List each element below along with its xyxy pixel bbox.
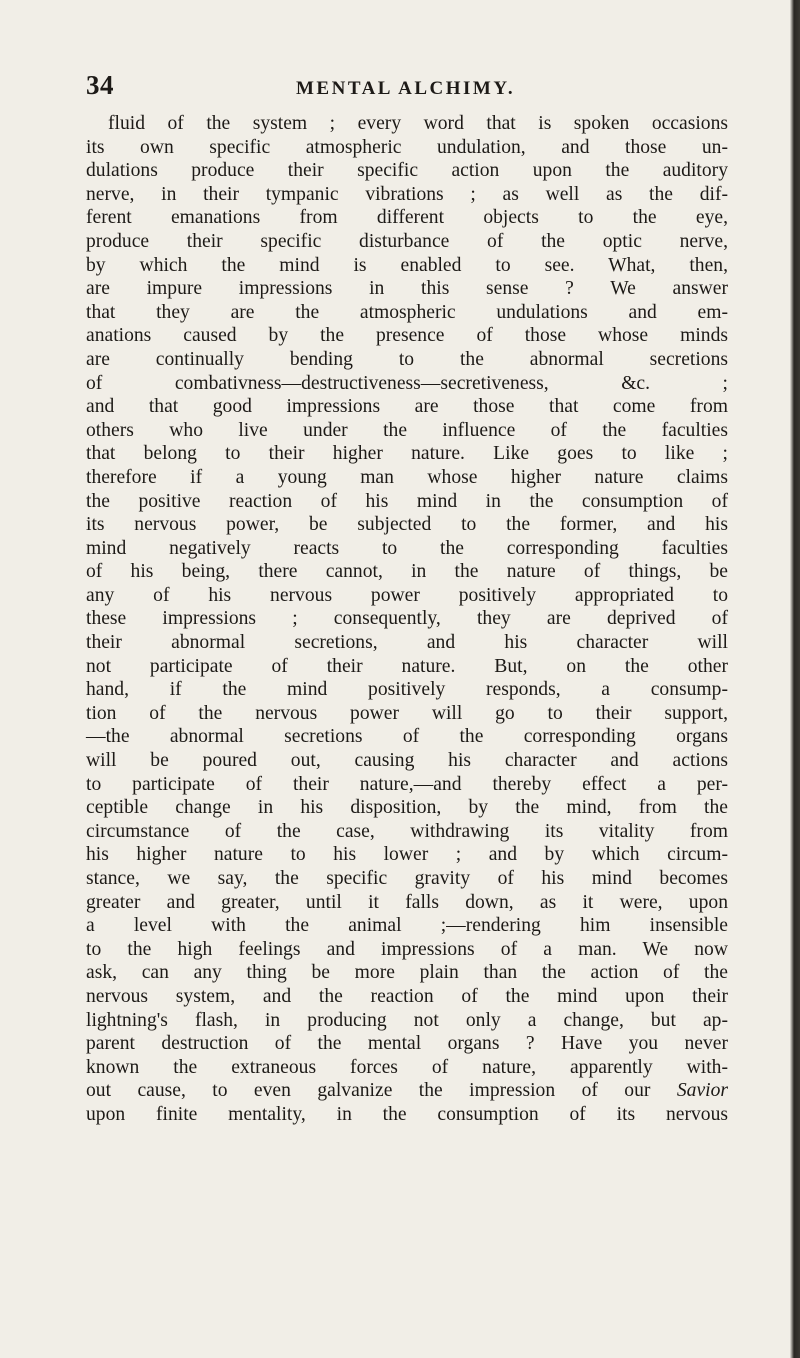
text-line: tion of the nervous power will go to their support,	[86, 702, 728, 724]
text-line: by which the mind is enabled to see. What, then,	[86, 254, 728, 276]
text-line: their abnormal secretions, and his character will	[86, 632, 728, 654]
text-line: will be poured out, causing his character and actions	[86, 750, 728, 772]
text-line: ceptible change in his disposition, by the mind, from the	[86, 797, 728, 819]
text-line: ask, can any thing be more plain than the action of the	[86, 962, 728, 984]
text-line: anations caused by the presence of those whose minds	[86, 325, 728, 347]
page-edge-shadow	[790, 0, 800, 1358]
text-line: that belong to their higher nature. Like goes to like ;	[86, 443, 728, 465]
text-line: any of his nervous power positively appropriated to	[86, 584, 728, 606]
text-line: of combativness—destructiveness—secretiveness, &c. ;	[86, 372, 728, 394]
text-line: fluid of the system ; every word that is spoken occasions	[108, 113, 728, 134]
text-line: parent destruction of the mental organs ? Have you never	[86, 1033, 728, 1055]
text-line: —the abnormal secretions of the corresponding organs	[86, 726, 728, 748]
text-line: that they are the atmospheric undulations and em-	[86, 301, 728, 323]
text-line: and that good impressions are those that come from	[86, 396, 728, 418]
text-line: these impressions ; consequently, they are deprived of	[86, 608, 728, 630]
text-line: upon finite mentality, in the consumption of its nervous	[86, 1103, 728, 1125]
text-line: lightning's flash, in producing not only a change, but ap-	[86, 1009, 728, 1031]
text-line: are continually bending to the abnormal secretions	[86, 348, 728, 370]
text-line: stance, we say, the specific gravity of his mind becomes	[86, 868, 728, 889]
text-segment: out cause, to even galvanize the impression of our	[86, 1080, 677, 1102]
text-line: therefore if a young man whose higher nature claims	[86, 466, 728, 488]
text-line: to participate of their nature,—and thereby effect a per-	[86, 773, 728, 795]
text-line: its nervous power, be subjected to the former, and his	[86, 514, 728, 536]
text-line: its own specific atmospheric undulation, and those un-	[86, 136, 728, 158]
text-line: to the high feelings and impressions of a man. We now	[86, 938, 728, 960]
text-line: nervous system, and the reaction of the mind upon their	[86, 985, 728, 1007]
text-line: hand, if the mind positively responds, a consump-	[86, 679, 728, 701]
body-text	[86, 112, 728, 1127]
text-line: produce their specific disturbance of the optic nerve,	[86, 230, 728, 252]
text-line: circumstance of the case, withdrawing its vitality from	[86, 820, 728, 842]
text-line: a level with the animal ;—rendering him insensible	[86, 915, 728, 937]
text-line: his higher nature to his lower ; and by which circum-	[86, 844, 728, 866]
italic-word: Savior	[676, 1080, 728, 1102]
text-line: are impure impressions in this sense ? We answer	[86, 278, 728, 300]
text-line-with-italic	[86, 1079, 728, 1103]
page-number: 34	[86, 70, 114, 100]
text-line: others who live under the influence of the faculties	[86, 419, 728, 441]
text-line: greater and greater, until it falls down, as it were, upon	[86, 891, 728, 913]
text-line: dulations produce their specific action upon the auditory	[86, 160, 728, 182]
running-head: MENTAL ALCHIMY.	[296, 78, 516, 99]
text-line: not participate of their nature. But, on the other	[86, 655, 728, 677]
text-line: mind negatively reacts to the corresponding faculties	[86, 537, 728, 559]
text-line: nerve, in their tympanic vibrations ; as well as the dif-	[86, 183, 728, 205]
text-line: the positive reaction of his mind in the consumption of	[86, 490, 728, 512]
text-line: of his being, there cannot, in the nature of things, be	[86, 561, 728, 583]
text-line: ferent emanations from different objects to the eye,	[86, 207, 728, 229]
page-header	[86, 70, 726, 104]
text-line: known the extraneous forces of nature, apparently with-	[86, 1056, 728, 1078]
